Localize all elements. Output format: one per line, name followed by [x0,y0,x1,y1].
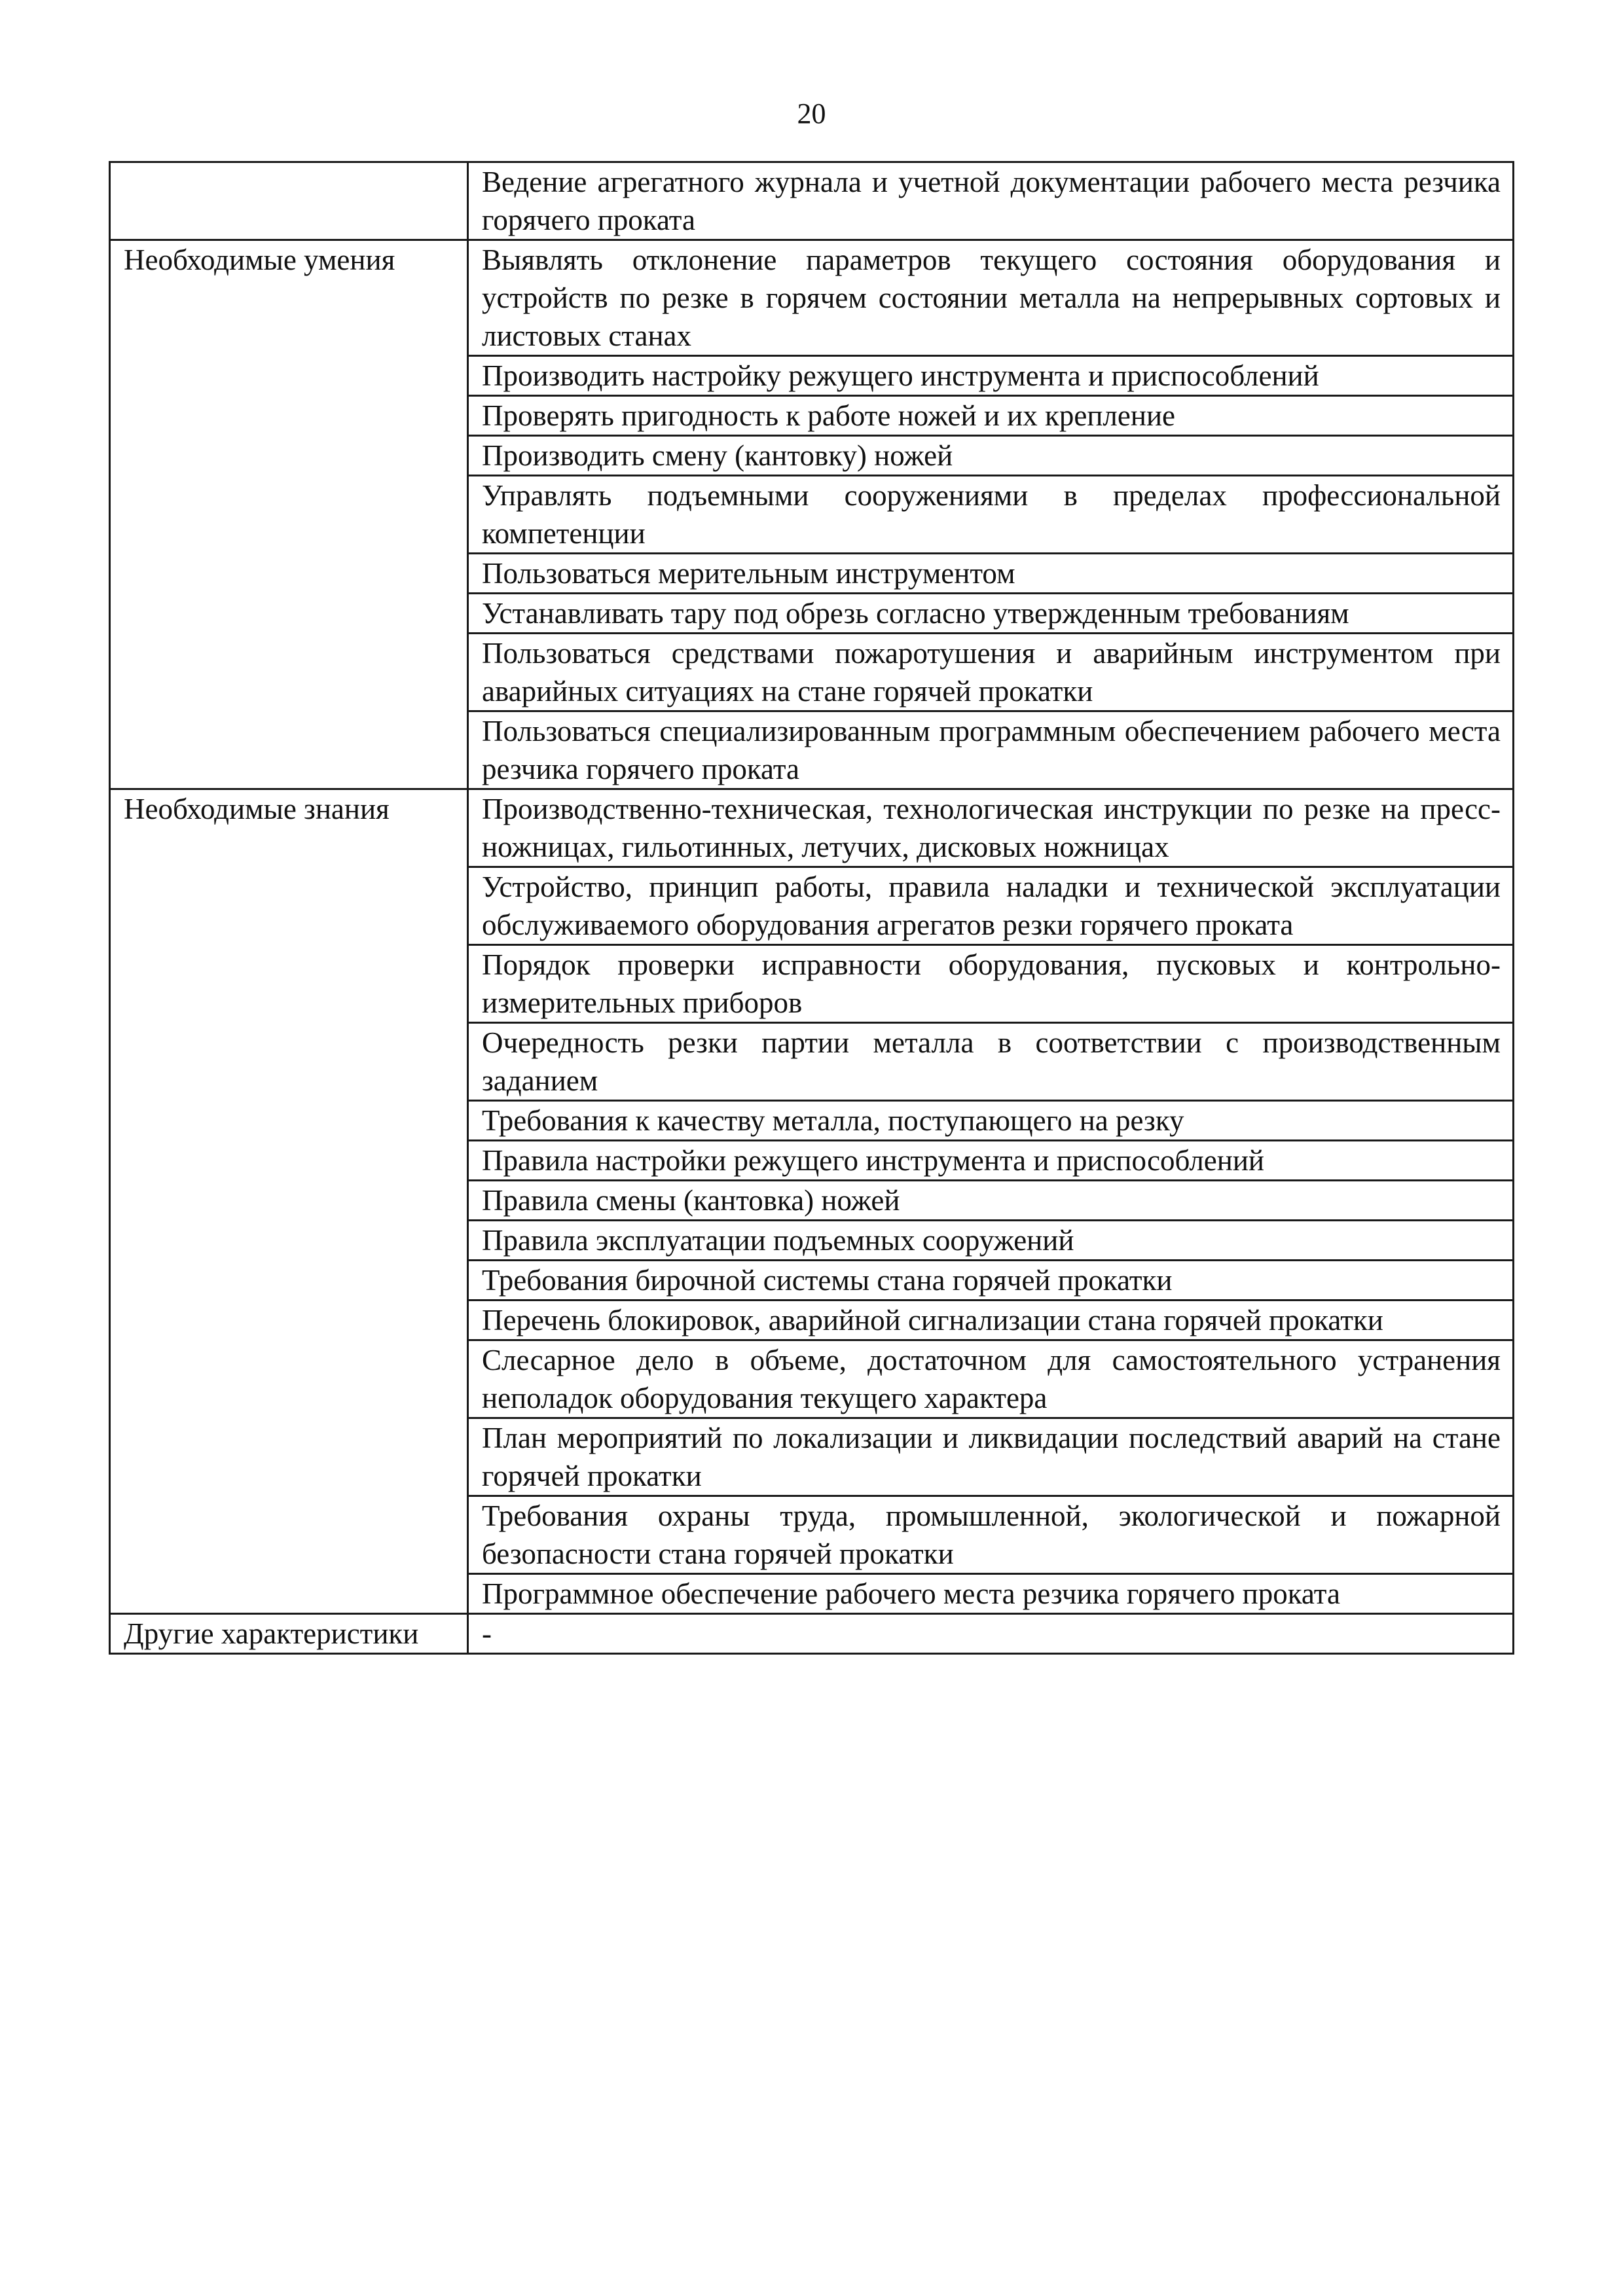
section-item: Устройство, принцип работы, правила наладки и технической эксплуатации обслуживаемого оборудования агрегатов резки горячего проката [468,867,1514,945]
section-item: Требования охраны труда, промышленной, экологической и пожарной безопасности стана горячей прокатки [468,1496,1514,1574]
section-item: Производить смену (кантовку) ножей [468,436,1514,476]
qualification-table [109,161,1514,1655]
section-item: Порядок проверки исправности оборудования, пусковых и контрольно-измерительных приборов [468,945,1514,1023]
section-item: Программное обеспечение рабочего места резчика горячего проката [468,1574,1514,1614]
section-item: Правила смены (кантовка) ножей [468,1181,1514,1221]
section-item: План мероприятий по локализации и ликвидации последствий аварий на стане горячей прокатки [468,1418,1514,1496]
section-label-other-characteristics: Другие характеристики [110,1614,468,1654]
section-item: Пользоваться средствами пожаротушения и аварийным инструментом при аварийных ситуациях на стане горячей прокатки [468,634,1514,711]
section-item: Требования бирочной системы стана горячей прокатки [468,1261,1514,1300]
section-label-required-skills: Необходимые умения [110,240,468,789]
section-item: Правила эксплуатации подъемных сооружений [468,1221,1514,1261]
section-item: Требования к качеству металла, поступающего на резку [468,1101,1514,1141]
section-item: Ведение агрегатного журнала и учетной документации рабочего места резчика горячего проката [468,162,1514,240]
table-row [110,1614,1514,1654]
qualification-table-body [110,162,1514,1654]
section-item: Пользоваться мерительным инструментом [468,554,1514,594]
section-item: Очередность резки партии металла в соответствии с производственным заданием [468,1023,1514,1101]
section-item: Проверять пригодность к работе ножей и их крепление [468,396,1514,436]
table-row [110,789,1514,867]
section-label-required-knowledge: Необходимые знания [110,789,468,1614]
section-item: Управлять подъемными сооружениями в пределах профессиональной компетенции [468,476,1514,554]
section-item: Выявлять отклонение параметров текущего состояния оборудования и устройств по резке в горячем состоянии металла на непрерывных сортовых и листовых станах [468,240,1514,356]
section-item: Производить настройку режущего инструмента и приспособлений [468,356,1514,396]
table-row [110,162,1514,240]
section-item: Пользоваться специализированным программным обеспечением рабочего места резчика горячего проката [468,711,1514,789]
section-item: Производственно-техническая, технологическая инструкции по резке на пресс-ножницах, гильотинных, летучих, дисковых ножницах [468,789,1514,867]
section-item: Слесарное дело в объеме, достаточном для самостоятельного устранения неполадок оборудования текущего характера [468,1340,1514,1418]
page-number: 20 [797,98,826,130]
section-item: Правила настройки режущего инструмента и приспособлений [468,1141,1514,1181]
section-label-continuation [110,162,468,240]
section-item: Перечень блокировок, аварийной сигнализации стана горячей прокатки [468,1300,1514,1340]
table-row [110,240,1514,356]
section-item: Устанавливать тару под обрезь согласно утвержденным требованиям [468,594,1514,634]
section-item: - [468,1614,1514,1654]
